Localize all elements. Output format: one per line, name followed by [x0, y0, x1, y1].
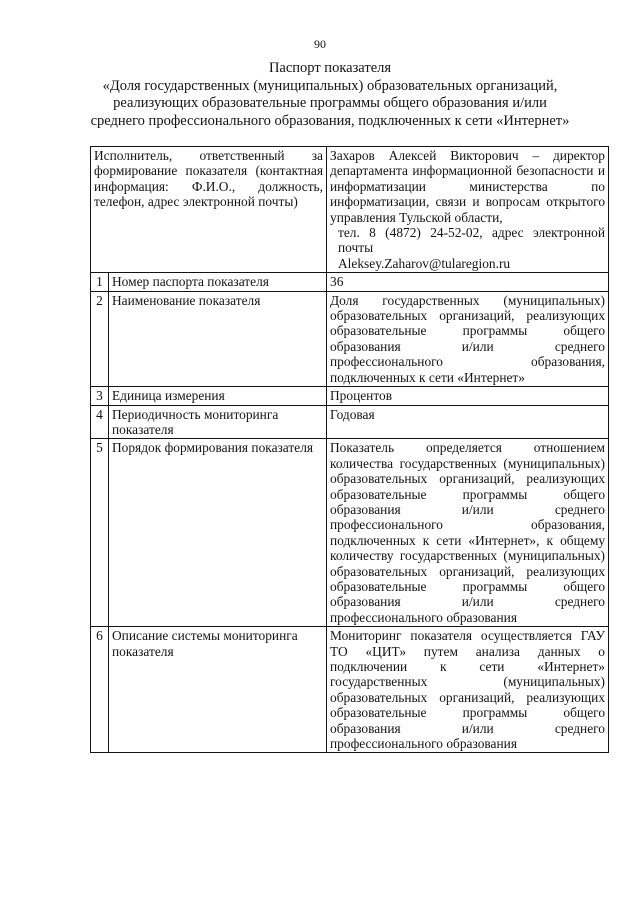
row-value: Доля государственных (муниципальных) образовательных организаций, реализующих образовательные программы общего образования и/или среднего профессионального образования, подключенных к сети «Интернет»	[327, 291, 609, 386]
table-row	[91, 291, 609, 386]
row-label: Номер паспорта показателя	[109, 273, 327, 291]
row-value: Годовая	[327, 405, 609, 439]
executor-label: Исполнитель, ответственный за формирование показателя (контактная информация: Ф.И.О., должность, телефон, адрес электронной почты)	[91, 147, 327, 273]
table-row	[91, 627, 609, 753]
table-row	[91, 387, 609, 405]
heading-line-2: реализующих образовательные программы общего образования и/или	[113, 95, 547, 111]
executor-email: Aleksey.Zaharov@tularegion.ru	[338, 255, 511, 271]
document-heading	[60, 60, 600, 130]
heading-line-1: «Доля государственных (муниципальных) образовательных организаций,	[102, 77, 558, 94]
row-label: Описание системы мониторинга показателя	[109, 627, 327, 753]
executor-cell	[327, 147, 609, 273]
passport-table	[90, 146, 609, 753]
row-number: 3	[91, 387, 109, 405]
row-number: 1	[91, 273, 109, 291]
row-label: Периодичность мониторинга показателя	[109, 405, 327, 439]
row-number: 2	[91, 291, 109, 386]
row-number: 6	[91, 627, 109, 753]
row-label: Единица измерения	[109, 387, 327, 405]
row-label: Наименование показателя	[109, 291, 327, 386]
table-row	[91, 439, 609, 627]
row-value: 36	[327, 273, 609, 291]
page-number: 90	[314, 37, 326, 51]
executor-phone: тел. 8 (4872) 24-52-02, адрес электронной почты	[338, 225, 606, 256]
heading-title: Паспорт показателя	[268, 60, 392, 76]
row-label: Порядок формирования показателя	[109, 439, 327, 627]
heading-line-3: среднего профессионального образования, подключенных к сети «Интернет»	[90, 112, 570, 129]
row-value: Показатель определяется отношением количества государственных (муниципальных) образовательных организаций, реализующих образовательные программы общего образования и/или среднего профессионального образования, подключенных к сети «Интернет», к общему количеству государственных (муниципальных) образовательных организаций, реализующих образовательные программы общего образования и/или среднего профессионального образования	[327, 439, 609, 627]
table-row	[91, 273, 609, 291]
row-value: Процентов	[327, 387, 609, 405]
row-number: 4	[91, 405, 109, 439]
table-row-executor	[91, 147, 609, 273]
row-value: Мониторинг показателя осуществляется ГАУ ТО «ЦИТ» путем анализа данных о подключении к сети «Интернет» государственных (муниципальных) образовательных организаций, реализующих образовательные программы общего образования и/или среднего профессионального образования	[327, 627, 609, 753]
executor-value: Захаров Алексей Викторович – директор департамента информационной безопасности и информатизации министерства по информатизации, связи и вопросам открытого управления Тульской области,	[330, 148, 606, 225]
row-number: 5	[91, 439, 109, 627]
table-row	[91, 405, 609, 439]
